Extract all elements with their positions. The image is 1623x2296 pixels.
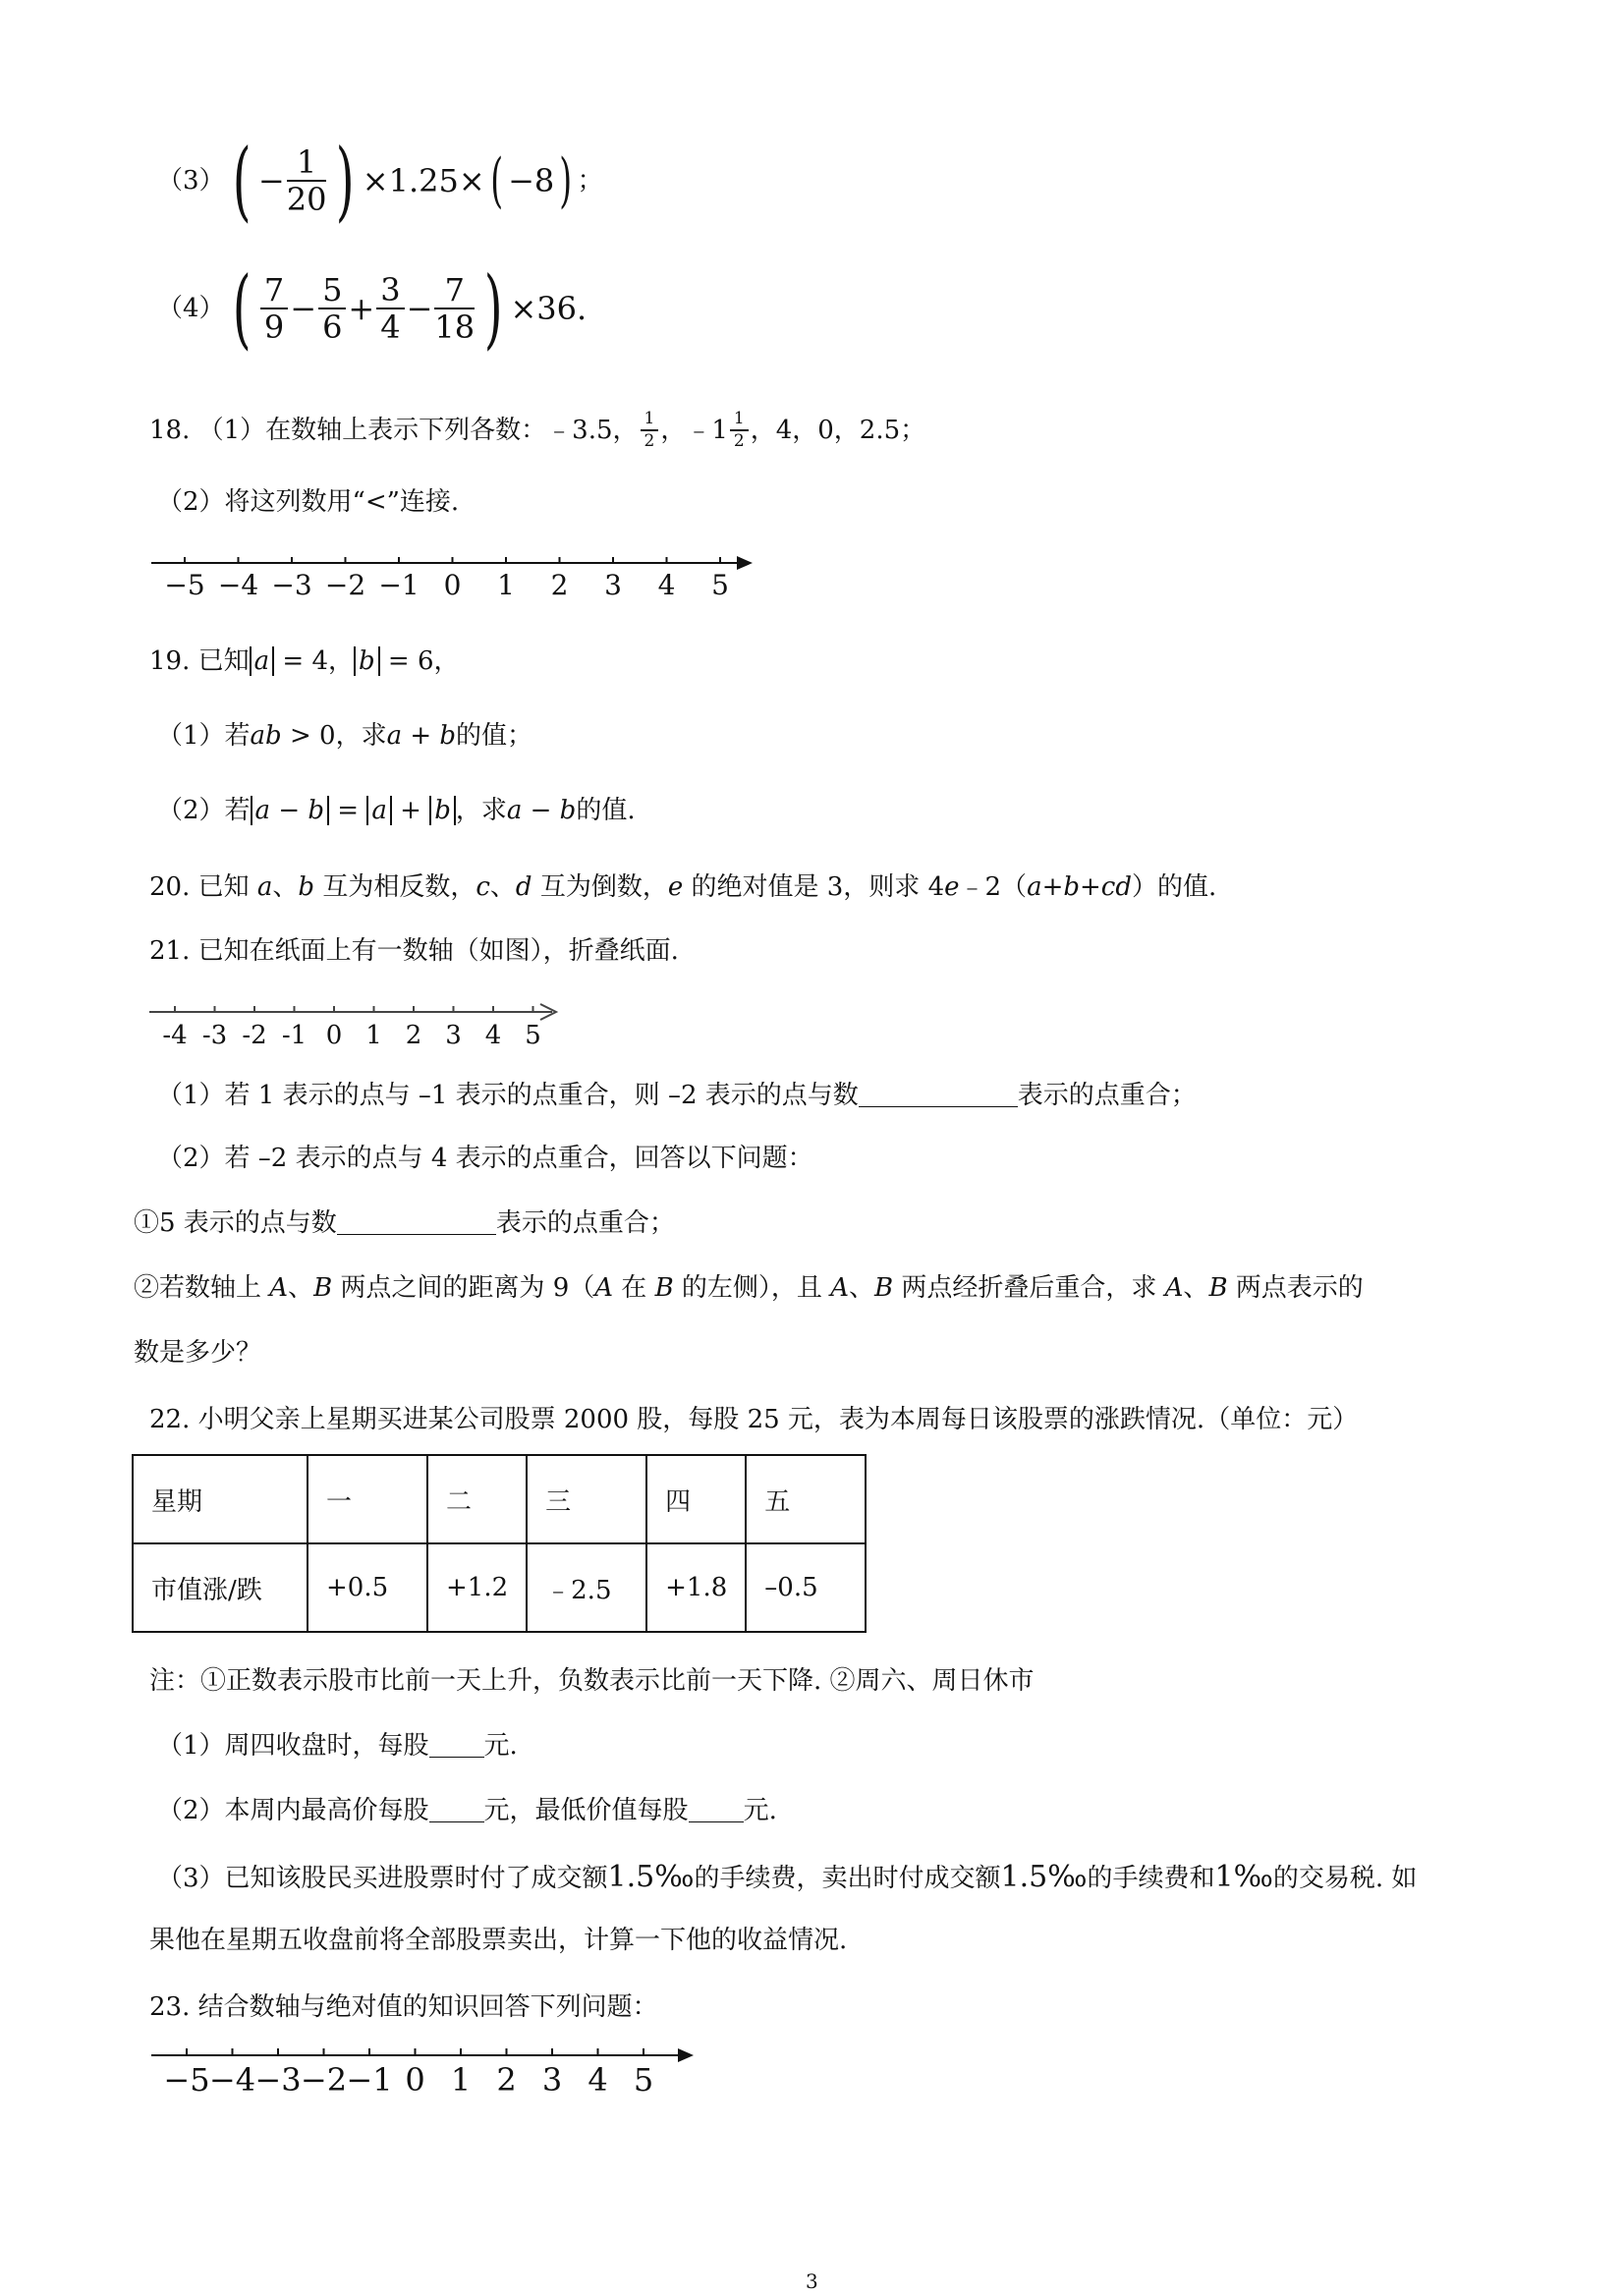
- number-line-label: -1: [281, 1021, 308, 1050]
- q19-line1: 19. 已知 a = 4， b = 6，: [149, 646, 460, 676]
- answer-blank[interactable]: [429, 1733, 484, 1758]
- number-line-label: 5: [525, 1021, 541, 1050]
- table-cell: +1.2: [427, 1543, 527, 1632]
- number-line-label: 2: [496, 2061, 517, 2099]
- number-line-label: 3: [604, 569, 622, 601]
- q21-sub2: ②若数轴上 A、B 两点之间的距离为 9（A 在 B 的左侧），且 A、B 两点经折叠后重合，求 A、B 两点表示的: [134, 1273, 1364, 1303]
- q22-intro: 22. 小明父亲上星期买进某公司股票 2000 股，每股 25 元，表为本周每日该股票的涨跌情况.（单位：元）: [149, 1405, 1359, 1434]
- number-line-label: 2: [550, 569, 569, 601]
- number-line-label: 5: [711, 569, 729, 601]
- q19-part2: （2）若 a − b = a + b ，求a − b的值.: [157, 796, 636, 825]
- q22-note: 注：①正数表示股市比前一天上升，负数表示比前一天下降. ②周六、周日休市: [149, 1666, 1035, 1696]
- number-line-2: [147, 992, 570, 1051]
- number-line-label: 4: [484, 1021, 502, 1050]
- number-line-3: [147, 2034, 698, 2102]
- table-row: [133, 1543, 866, 1632]
- table-cell: ﹣2.5: [527, 1543, 646, 1632]
- answer-blank[interactable]: [337, 1210, 496, 1235]
- table-cell: 星期: [133, 1455, 308, 1543]
- number-line-label: 0: [405, 2061, 425, 2099]
- q17-part3: （3）( − $\frac{1}{20}$ ) ×1.25×( −8) ；: [157, 130, 603, 231]
- q22-part2: （2）本周内最高价每股 元，最低价值每股 元.: [157, 1796, 777, 1825]
- page-number: 3: [806, 2269, 818, 2293]
- number-line-label: -4: [162, 1021, 188, 1050]
- q21-part2: （2）若 –2 表示的点与 4 表示的点重合，回答以下问题：: [157, 1144, 813, 1173]
- number-line-label: 3: [445, 1021, 462, 1050]
- number-line-label: −1: [346, 2061, 393, 2099]
- q22-part3-line2: 果他在星期五收盘前将全部股票卖出，计算一下他的收益情况.: [149, 1926, 848, 1955]
- number-line-label: −5: [163, 2061, 210, 2099]
- number-line-label: -2: [242, 1021, 267, 1050]
- q18-line1: 18. （1）在数轴上表示下列各数：﹣3.5， $\frac{1}{2}$ ，﹣1 $\frac{1}{2}$ ，4，0，2.5；: [149, 409, 926, 451]
- table-cell: 市值涨/跌: [133, 1543, 308, 1632]
- q22-part3: （3）已知该股民买进股票时付了成交额1.5‰的手续费，卖出时付成交额1.5‰的手续费和1‰的交易税. 如: [157, 1860, 1418, 1894]
- q21-sub2-line2: 数是多少？: [134, 1338, 262, 1368]
- number-line-label: 5: [633, 2061, 654, 2099]
- number-line-label: 4: [588, 2061, 608, 2099]
- number-line-label: 0: [443, 569, 462, 601]
- fraction: $\frac{1}{20}$: [286, 143, 327, 218]
- q21-part1: （1）若 1 表示的点与 –1 表示的点重合，则 –2 表示的点与数 表示的点重合；: [157, 1081, 1197, 1110]
- table-cell: 一: [308, 1455, 427, 1543]
- table-cell: 五: [746, 1455, 866, 1543]
- q23-line1: 23. 结合数轴与绝对值的知识回答下列问题：: [149, 1992, 658, 2022]
- q22-part1: （1）周四收盘时，每股 元.: [157, 1731, 518, 1761]
- q19-part1: （1）若ab > 0，求a + b的值；: [157, 721, 533, 751]
- stock-table: [132, 1454, 867, 1633]
- number-line-label: −3: [271, 569, 312, 601]
- q21-line1: 21. 已知在纸面上有一数轴（如图），折叠纸面.: [149, 936, 679, 966]
- q18-line2: （2）将这列数用“<”连接.: [157, 487, 460, 517]
- number-line-label: −3: [254, 2061, 302, 2099]
- number-line-label: 4: [657, 569, 676, 601]
- number-line-label: 2: [405, 1021, 422, 1050]
- table-cell: 三: [527, 1455, 646, 1543]
- table-cell: 四: [646, 1455, 746, 1543]
- answer-blank[interactable]: [859, 1083, 1018, 1107]
- table-cell: 二: [427, 1455, 527, 1543]
- number-line-label: −2: [300, 2061, 348, 2099]
- number-line-label: −5: [164, 569, 205, 601]
- number-line-1: [147, 545, 756, 604]
- table-row: [133, 1455, 866, 1543]
- number-line-label: 1: [365, 1021, 382, 1050]
- q20: 20. 已知 a、b 互为相反数，c、d 互为倒数，e 的绝对值是 3，则求 4e﹣2（a+b+cd）的值.: [149, 872, 1217, 902]
- number-line-label: −2: [324, 569, 366, 601]
- number-line-label: −1: [378, 569, 420, 601]
- answer-blank[interactable]: [689, 1798, 744, 1822]
- number-line-label: −4: [208, 2061, 256, 2099]
- answer-blank[interactable]: [429, 1798, 484, 1822]
- number-line-label: −4: [217, 569, 259, 601]
- q21-sub1: ①5 表示的点与数 表示的点重合；: [134, 1208, 675, 1238]
- number-line-label: 3: [541, 2061, 563, 2099]
- table-cell: –0.5: [746, 1543, 866, 1632]
- table-cell: +1.8: [646, 1543, 746, 1632]
- number-line-label: -3: [201, 1021, 228, 1050]
- number-line-label: 0: [325, 1021, 343, 1050]
- number-line-label: 1: [497, 569, 515, 601]
- number-line-label: 1: [450, 2061, 472, 2099]
- q17-part4: （4）( $\frac{7}{9}$ − $\frac{5}{6}$ + $\frac{3}{4}$ − $\frac{7}{18}$ ) ×36.: [157, 257, 588, 359]
- table-cell: +0.5: [308, 1543, 427, 1632]
